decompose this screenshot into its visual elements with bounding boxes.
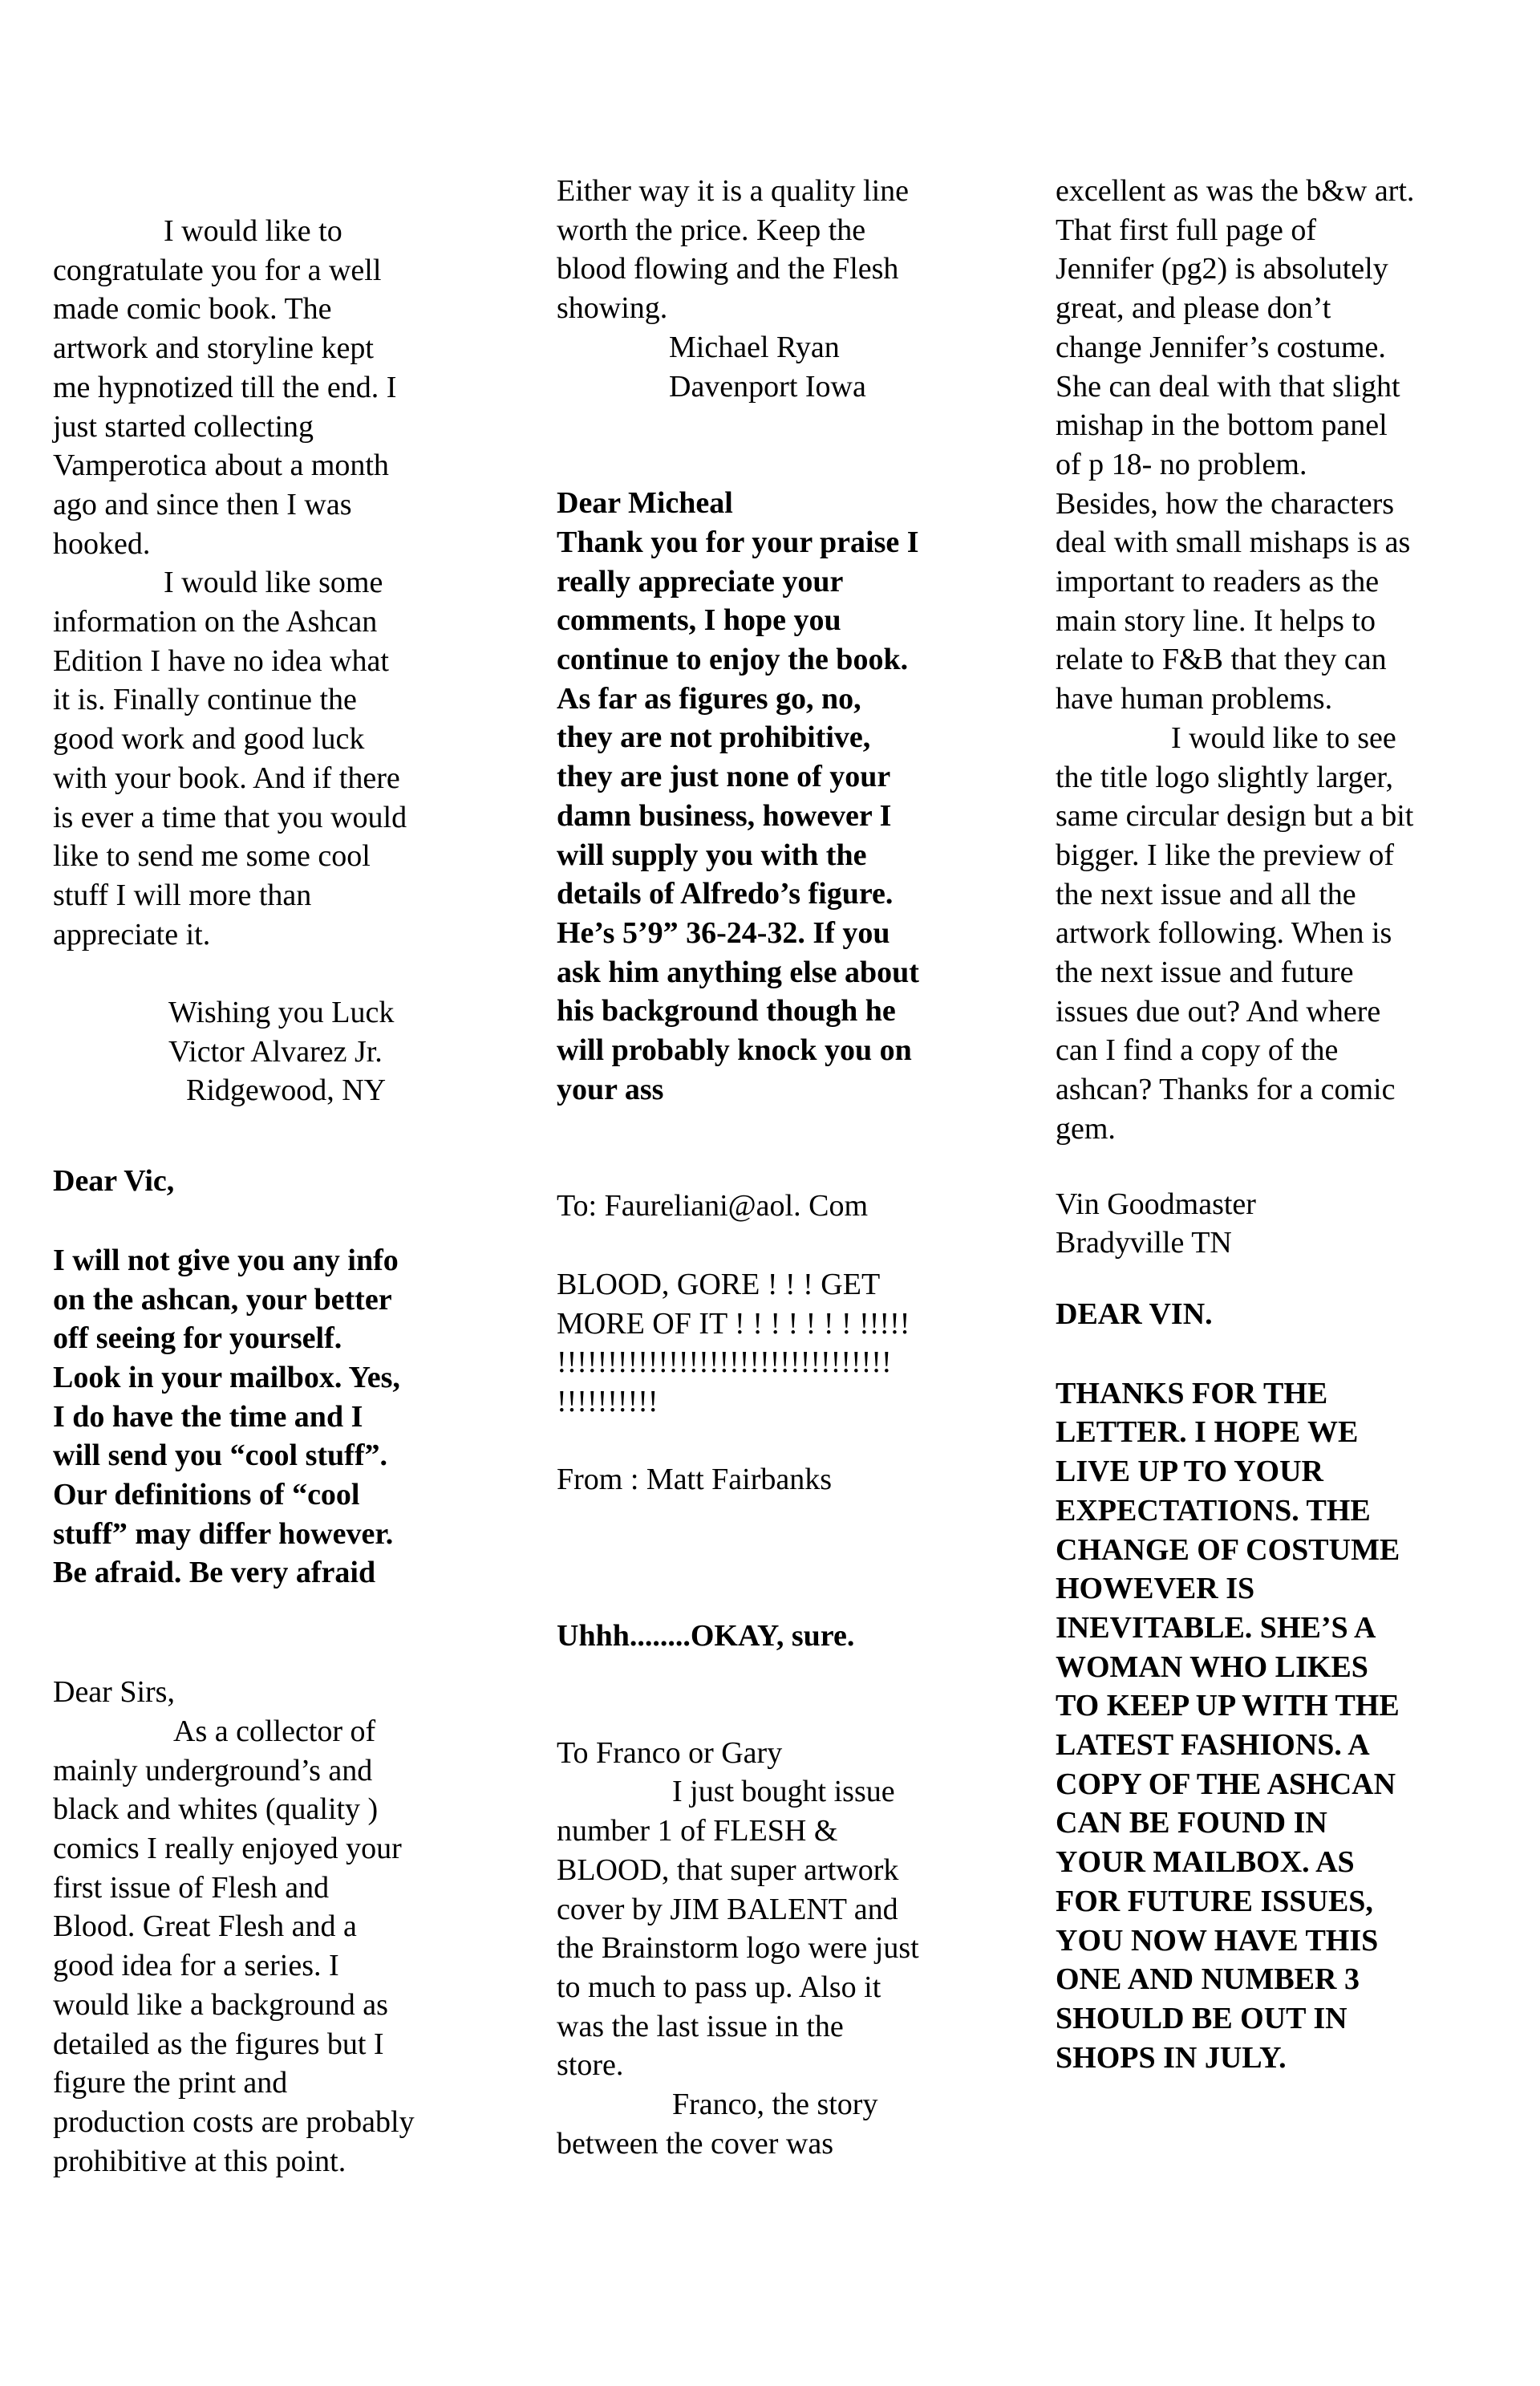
reply-line: LETTER. I HOPE WE [1056,1415,1359,1450]
signoff-line: Ridgewood, NY [186,1073,387,1108]
text-line: just started collecting [53,409,314,444]
column-3 [1056,172,1457,2077]
text-line: To Franco or Gary [557,1735,783,1770]
reply-salutation: Dear Vic, [53,1164,175,1199]
text-line: She can deal with that slight [1056,369,1400,404]
text-line: To: Faureliani@aol. Com [557,1189,868,1223]
text-line: Franco, the story [672,2088,878,2122]
text-line: bigger. I like the preview of [1056,838,1395,872]
text-line: with your book. And if there [53,761,400,795]
reply-line: Uhhh........OKAY, sure. [557,1619,855,1654]
text-line: Dear Sirs, [53,1675,175,1710]
reply-line: his background though he [557,994,896,1029]
text-line: mainly underground’s and [53,1753,373,1787]
text-line: change Jennifer’s costume. [1056,330,1386,364]
signoff-line: Wishing you Luck [168,996,395,1030]
reply-line: THANKS FOR THE [1056,1376,1328,1410]
text-line: Edition I have no idea what [53,643,389,678]
text-line: excellent as was the b&w art. [1056,174,1415,208]
text-line: was the last issue in the [557,2009,844,2043]
text-line: is ever a time that you would [53,800,407,834]
text-line: worth the price. Keep the [557,213,866,247]
reply-line: will supply you with the [557,838,867,872]
text-line: As a collector of [173,1714,376,1748]
text-line: good work and good luck [53,722,365,757]
reply-line: will probably knock you on [557,1033,912,1068]
text-line: BLOOD, that super artwork [557,1852,899,1887]
reply-line: damn business, however I [557,798,892,833]
signoff-line: Michael Ryan [669,330,840,364]
reply-line: details of Alfredo’s figure. [557,877,894,911]
reply-line: HOWEVER IS [1056,1572,1255,1606]
text-line: have human problems. [1056,682,1333,716]
text-line: detailed as the figures but I [53,2027,384,2061]
text-line: Besides, how the characters [1056,486,1395,521]
text-line: issues due out? And where [1056,994,1381,1029]
reply-line: they are just none of your [557,760,891,794]
reply-salutation: DEAR VIN. [1056,1296,1213,1331]
text-line: same circular design but a bit [1056,799,1414,834]
text-line: to much to pass up. Also it [557,1970,881,2004]
reply-line: INEVITABLE. SHE’S A [1056,1610,1376,1645]
reply-line: continue to enjoy the book. [557,643,909,677]
text-line: ashcan? Thanks for a comic [1056,1073,1396,1107]
text-line: the next issue and future [1056,956,1354,990]
reply-line: YOU NOW HAVE THIS [1056,1923,1379,1958]
text-line: ago and since then I was [53,487,352,521]
signoff-line: Victor Alvarez Jr. [168,1034,383,1069]
reply-line: CAN BE FOUND IN [1056,1806,1327,1840]
text-line: production costs are probably [53,2104,415,2139]
text-line: prohibitive at this point. [53,2144,346,2178]
column-1 [53,212,446,2181]
text-line: Vamperotica about a month [53,448,389,483]
text-line: good idea for a series. I [53,1949,339,1983]
reply-line: stuff” may differ however. [53,1516,394,1551]
reply-line: really appreciate your [557,564,844,599]
text-line: showing. [557,291,668,326]
text-line: would like a background as [53,1987,388,2022]
reply-salutation: Dear Micheal [557,486,733,521]
text-line: hooked. [53,526,151,561]
text-line: Either way it is a quality line [557,174,910,208]
text-line: made comic book. The [53,292,332,327]
reply-line: Look in your mailbox. Yes, [53,1360,400,1394]
reply-line: CHANGE OF COSTUME [1056,1532,1400,1567]
text-line: great, and please don’t [1056,291,1331,326]
reply-line: He’s 5’9” 36-24-32. If you [557,915,890,950]
text-line: I would like some [164,566,383,600]
reply-line: on the ashcan, your better [53,1282,392,1317]
text-line: figure the print and [53,2066,288,2100]
text-line: That first full page of [1056,213,1317,247]
text-line: black and whites (quality ) [53,1792,379,1827]
column-2 [557,172,974,2164]
reply-line: WOMAN WHO LIKES [1056,1650,1368,1684]
text-line: can I find a copy of the [1056,1033,1339,1068]
reply-line: ask him anything else about [557,955,919,989]
text-line: like to send me some cool [53,839,371,874]
text-line: cover by JIM BALENT and [557,1892,898,1926]
text-line: important to readers as the [1056,565,1380,599]
text-line: mishap in the bottom panel [1056,408,1388,443]
text-line: blood flowing and the Flesh [557,252,899,286]
reply-line: SHOPS IN JULY. [1056,2040,1287,2075]
text-line: the Brainstorm logo were just [557,1931,919,1966]
text-line: it is. Finally continue the [53,683,357,717]
reply-line: off seeing for yourself. [53,1321,342,1356]
text-line: number 1 of FLESH & [557,1814,838,1848]
text-line: I would like to [164,214,342,248]
text-line [557,1226,974,1265]
signoff-line: Bradyville TN [1056,1226,1232,1260]
text-line: of p 18- no problem. [1056,447,1307,481]
reply-line: YOUR MAILBOX. AS [1056,1845,1355,1880]
text-line: I just bought issue [672,1775,895,1809]
text-line: From : Matt Fairbanks [557,1463,833,1497]
text-line: BLOOD, GORE ! ! ! GET [557,1267,881,1301]
reply-line: TO KEEP UP WITH THE [1056,1689,1400,1723]
text-line: Jennifer (pg2) is absolutely [1056,252,1388,286]
text-line: information on the Ashcan [53,605,378,639]
text-line: MORE OF IT ! ! ! ! ! ! ! !!!!! [557,1306,910,1341]
text-line: !!!!!!!!!!!!!!!!!!!!!!!!!!!!!!!!! [557,1345,892,1380]
reply-line: Our definitions of “cool [53,1478,360,1512]
text-line: first issue of Flesh and [53,1870,330,1905]
text-line: the next issue and all the [1056,877,1356,911]
text-line: comics I really enjoyed your [53,1832,402,1865]
text-line: deal with small mishaps is as [1056,525,1411,560]
text-line: gem. [1056,1111,1116,1146]
signoff-line: Vin Goodmaster [1056,1187,1256,1221]
reply-line: COPY OF THE ASHCAN [1056,1767,1396,1801]
reply-line: Be afraid. Be very afraid [53,1556,376,1590]
reply-line: I will not give you any info [53,1243,399,1277]
reply-line: I do have the time and I [53,1399,363,1434]
text-line: stuff I will more than [53,878,312,912]
reply-line: EXPECTATIONS. THE [1056,1493,1371,1528]
text-line: artwork and storyline kept [53,331,374,366]
text-line: I would like to see [1171,720,1396,755]
reply-line: LATEST FASHIONS. A [1056,1728,1370,1763]
text-line: appreciate it. [53,917,211,952]
text-line: Blood. Great Flesh and a [53,1909,357,1944]
text-line: !!!!!!!!!! [557,1384,659,1418]
reply-line: Thank you for your praise I [557,525,919,559]
signoff-line: Davenport Iowa [669,369,866,404]
text-line [557,1422,974,1461]
reply-line: As far as figures go, no, [557,681,861,716]
reply-line: they are not prohibitive, [557,720,871,755]
reply-line: SHOULD BE OUT IN [1056,2001,1348,2035]
reply-line: ONE AND NUMBER 3 [1056,1962,1360,1997]
text-line: congratulate you for a well [53,253,382,287]
reply-line: your ass [557,1072,664,1106]
reply-line: LIVE UP TO YOUR [1056,1455,1323,1489]
text-line: store. [557,2048,624,2083]
text-line: artwork following. When is [1056,916,1392,951]
reply-line: comments, I hope you [557,603,841,638]
text-line: me hypnotized till the end. I [53,370,397,404]
reply-line: will send you “cool stuff”. [53,1438,387,1473]
reply-line: FOR FUTURE ISSUES, [1056,1884,1373,1918]
text-line: the title logo slightly larger, [1056,760,1393,794]
text-line: between the cover was [557,2126,834,2161]
text-line: relate to F&B that they can [1056,643,1387,677]
text-line: main story line. It helps to [1056,603,1376,638]
